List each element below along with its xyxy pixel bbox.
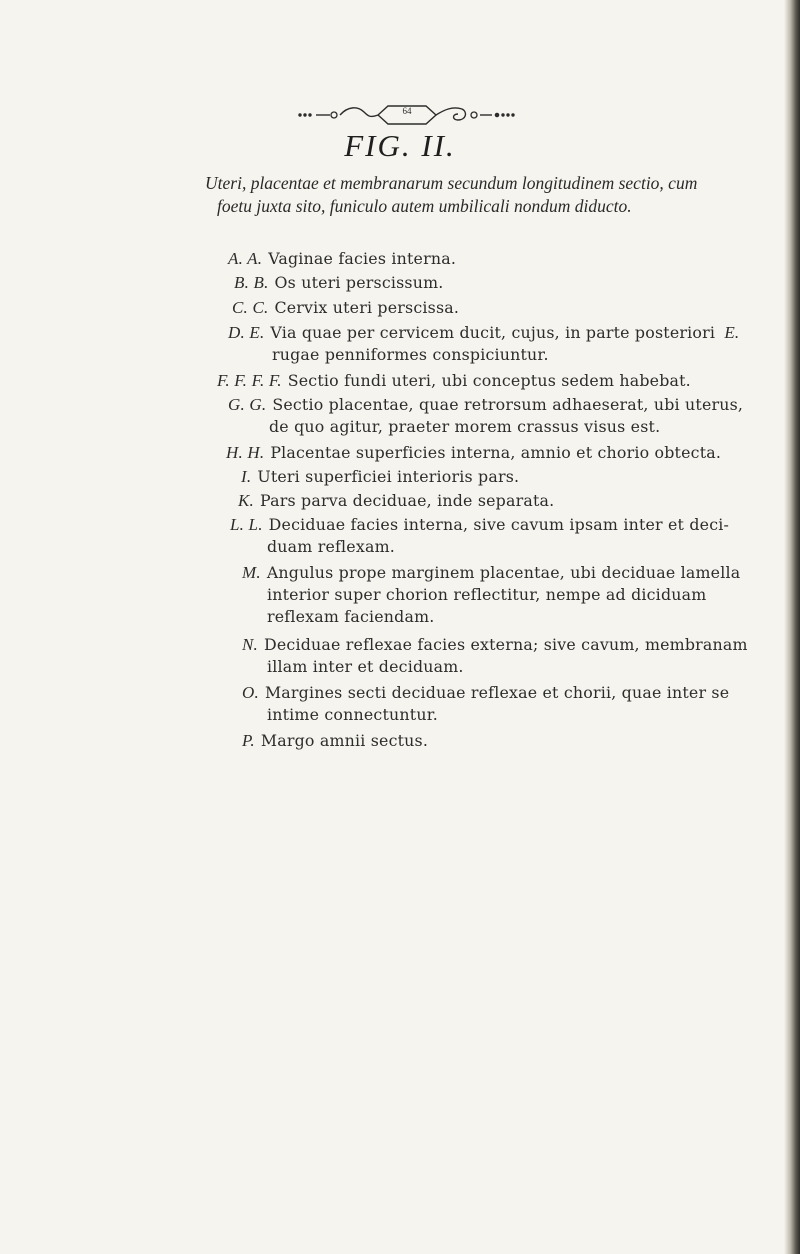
legend-text: Margo amnii sectus.	[260, 731, 429, 750]
legend-text: Os uteri perscissum.	[274, 273, 444, 292]
legend-text: Pars parva deciduae, inde separata.	[260, 491, 555, 510]
legend-label: P.	[242, 731, 255, 750]
legend-entry-d	[228, 322, 745, 366]
legend-label: N.	[242, 635, 258, 654]
legend-text: Sectio fundi uteri, ubi conceptus sedem habebat.	[287, 371, 691, 390]
legend-label: F. F. F. F.	[217, 371, 282, 390]
page-edge-shadow	[784, 0, 800, 1254]
legend-text-cont: rugae penniformes conspiciuntur.	[272, 345, 549, 364]
legend-entry-c	[232, 297, 459, 319]
legend-label: K.	[238, 491, 254, 510]
legend-entry-b	[234, 272, 444, 294]
caption-line-1: Uteri, placentae et membranarum secundum longitudinem sectio, cum	[205, 173, 698, 193]
legend-label: A. A.	[228, 249, 263, 268]
legend-entry-h	[226, 442, 721, 464]
legend-label: M.	[242, 563, 261, 582]
legend-entry-n	[242, 634, 748, 678]
legend-entry-m	[242, 562, 740, 628]
legend-text-cont: duam reflexam.	[267, 537, 395, 556]
legend-entry-o	[242, 682, 729, 726]
legend-inline-label: E.	[724, 323, 740, 342]
figure-title: FIG. II.	[344, 128, 456, 163]
legend-label: C. C.	[232, 298, 269, 317]
legend-entry-a	[228, 248, 456, 270]
page-number: 64	[402, 106, 412, 116]
legend-label: I.	[241, 467, 252, 486]
figure-caption	[205, 172, 737, 218]
legend-entry-f	[217, 370, 691, 392]
legend-label: L. L.	[230, 515, 263, 534]
legend-label: H. H.	[226, 443, 265, 462]
legend-text: Angulus prope marginem placentae, ubi deciduae lamella	[266, 563, 741, 582]
legend-text: Cervix uteri perscissa.	[274, 298, 460, 317]
legend-text: Sectio placentae, quae retrorsum adhaeserat, ubi uterus,	[272, 395, 744, 414]
legend-text: Via quae per cervicem ducit, cujus, in parte posteriori	[270, 323, 716, 342]
legend-entry-p	[242, 730, 428, 752]
legend-text: Margines secti deciduae reflexae et chorii, quae inter se	[264, 683, 730, 702]
legend-text: Deciduae facies interna, sive cavum ipsam inter et deci-	[268, 515, 730, 534]
legend-text: Deciduae reflexae facies externa; sive cavum, membranam	[264, 635, 748, 654]
legend-text-cont: de quo agitur, praeter morem crassus visus est.	[269, 417, 661, 436]
legend-label: D. E.	[228, 323, 265, 342]
caption-line-2: foetu juxta sito, funiculo autem umbilicali nondum diducto.	[217, 196, 632, 216]
legend-text: Vaginae facies interna.	[268, 249, 457, 268]
legend-entry-k	[238, 490, 554, 512]
legend-label: G. G.	[228, 395, 267, 414]
legend-text: Placentae superficies interna, amnio et chorio obtecta.	[270, 443, 722, 462]
legend-label: B. B.	[234, 273, 269, 292]
legend-text-cont: reflexam faciendam.	[267, 607, 435, 626]
legend-text-cont: illam inter et deciduam.	[267, 657, 464, 676]
legend-text-cont: interior super chorion reflectitur, nempe ad diciduam	[267, 585, 707, 604]
legend-entry-i	[241, 466, 519, 488]
legend-text: Uteri superficiei interioris pars.	[257, 467, 520, 486]
header-ornament	[296, 102, 516, 128]
legend-label: O.	[242, 683, 259, 702]
legend-text-cont: intime connectuntur.	[267, 705, 438, 724]
legend-entry-l	[230, 514, 729, 558]
legend-entry-g	[228, 394, 743, 438]
